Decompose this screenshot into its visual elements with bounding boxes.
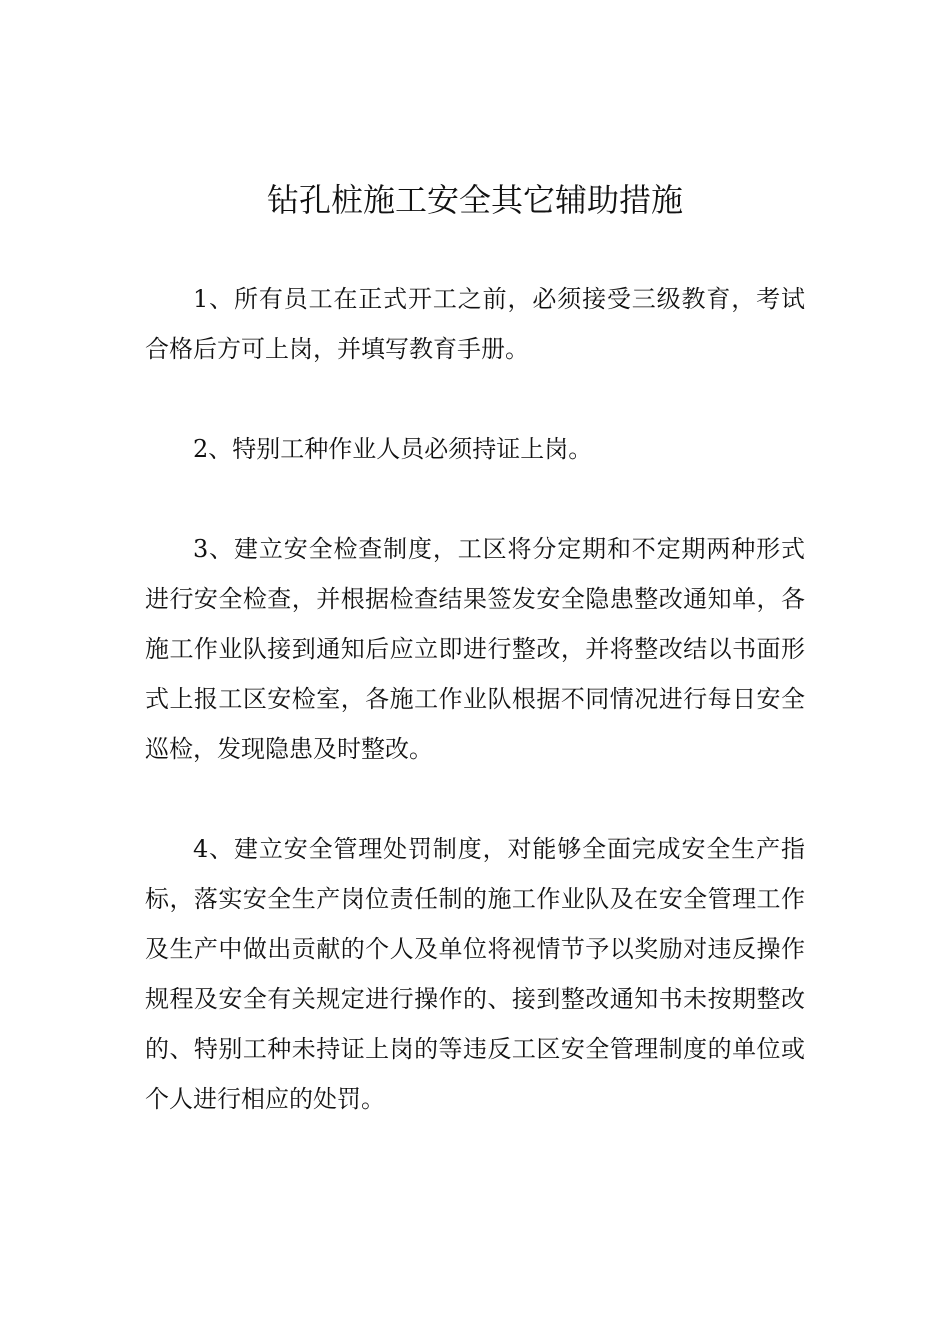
- paragraph-3: 3、建立安全检查制度，工区将分定期和不定期两种形式进行安全检查，并根据检查结果签发安全隐患整改通知单，各施工作业队接到通知后应立即进行整改，并将整改结以书面形式上报工区安检室，各施工作业队根据不同情况进行每日安全巡检，发现隐患及时整改。: [145, 535, 805, 763]
- paragraph-4: 4、建立安全管理处罚制度，对能够全面完成安全生产指标，落实安全生产岗位责任制的施工作业队及在安全管理工作及生产中做出贡献的个人及单位将视情节予以奖励对违反操作规程及安全有关规定进行操作的、接到整改通知书未按期整改的、特别工种未持证上岗的等违反工区安全管理制度的单位或个人进行相应的处罚。: [145, 835, 805, 1113]
- document-body: [145, 274, 805, 1174]
- paragraph-1: 1、所有员工在正式开工之前，必须接受三级教育，考试合格后方可上岗，并填写教育手册。: [145, 285, 805, 363]
- document-title: 钻孔桩施工安全其它辅助措施: [266, 181, 683, 219]
- paragraph-2: 2、特别工种作业人员必须持证上岗。: [193, 435, 593, 463]
